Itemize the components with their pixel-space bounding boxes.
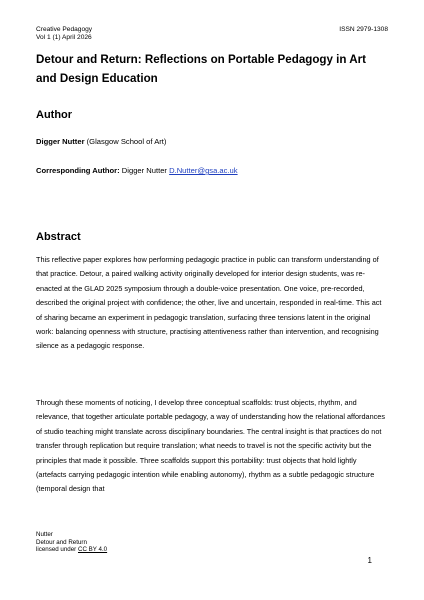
corresponding-name: Digger Nutter (121, 166, 167, 175)
abstract-paragraph-2: Through these moments of noticing, I develop three conceptual scaffolds: trust objects, rhythm, and relevance, that together articulate portable pedagogy, a way of understanding how the relational affordances of studio teaching might translate across disciplinary boundaries. The central insight is that practices do not transfer through replication but require translation; what needs to travel is not the specific activity but the principles that made it possible. Three scaffolds support this portability: trust objects that hold lightly (artefacts carrying pedagogic intention while enabling autonomy), rhythm as a subtle pedagogic structure (temporal design that (36, 398, 385, 494)
author-heading: Author (36, 109, 73, 121)
page-footer (36, 531, 107, 554)
footer-license-line (36, 546, 107, 554)
page-number: 1 (367, 556, 372, 565)
author-affiliation: (Glasgow School of Art) (86, 137, 167, 146)
footer-author: Nutter (36, 531, 53, 538)
footer-short-title: Detour and Return (36, 538, 87, 546)
corresponding-email-link[interactable]: D.Nutter@gsa.ac.uk (169, 166, 238, 175)
author-name: Digger Nutter (36, 137, 85, 146)
license-link[interactable]: CC BY 4.0 (77, 546, 108, 554)
license-prefix: licensed under (36, 546, 77, 554)
issn: ISSN 2979-1308 (339, 26, 388, 33)
abstract-heading: Abstract (36, 231, 81, 243)
abstract-paragraph-1: This reflective paper explores how performing pedagogic practice in public can transform understanding of that practice. Detour, a paired walking activity originally developed for interior design students, was re-enacted at the GLAD 2025 symposium through a double-voice presentation. One voice, pre-recorded, described the original project with confidence; the other, live and uncertain, responded in real-time. This act of sharing became an experiment in pedagogic translation, surfacing three tensions latent in the original work: balancing openness with structure, practising attentiveness rather than intervention, and recognising silence as a pedagogic response. (36, 255, 382, 351)
paper-title: Detour and Return: Reflections on Portable Pedagogy in Art and Design Education (36, 53, 367, 85)
journal-volume: Vol 1 (1) April 2026 (36, 34, 92, 42)
journal-name: Creative Pedagogy (36, 26, 93, 33)
corresponding-author-line (36, 166, 238, 175)
author-line (36, 137, 166, 146)
corresponding-label: Corresponding Author: (36, 166, 120, 175)
journal-header (36, 26, 92, 43)
